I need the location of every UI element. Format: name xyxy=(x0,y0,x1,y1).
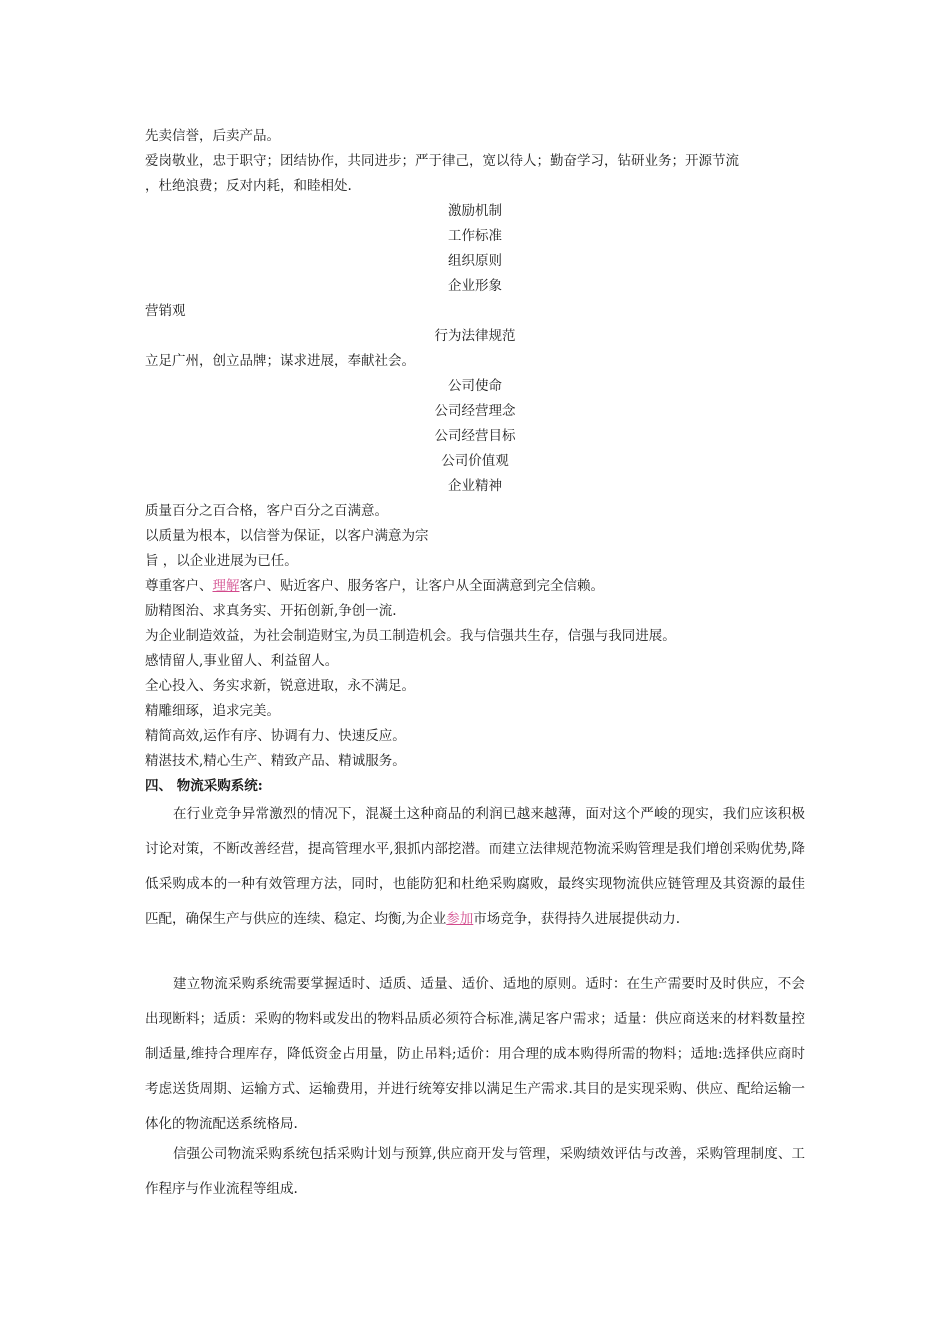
text-line: 质量百分之百合格，客户百分之百满意。 xyxy=(145,503,388,519)
centered-line: 公司价值观 xyxy=(441,453,509,469)
text-segment: 尊重客户、 xyxy=(145,578,213,594)
text-segment: 在行业竞争异常激烈的情况下，混凝土这种商品的利润已越来越薄，面对这个严峻的现实，我们应该积极讨论对策，不断改善经营，提高管理水平,狠抓内部挖潜。而建立法律规范物流采购管理是我们增创采购优势,降低采购成本的一种有效管理方法，同时，也能防犯和杜绝采购腐败，最终实现物流供应链管理及其资源的最佳匹配，确保生产与供应的连续、稳定、均衡,为企业 xyxy=(145,806,805,927)
text-line: 精湛技术,精心生产、精致产品、精诚服务。 xyxy=(145,753,406,769)
centered-line: 组织原则 xyxy=(448,253,502,269)
centered-line: 工作标准 xyxy=(448,228,502,244)
centered-line: 行为法律规范 xyxy=(434,328,516,344)
text-line: 以质量为根本，以信誉为保证，以客户满意为宗 xyxy=(145,528,429,544)
paragraph xyxy=(145,797,805,937)
text-segment: 客户、贴近客户、服务客户，让客户从全面满意到完全信赖。 xyxy=(239,578,604,594)
text-line: 励精图治、求真务实、开拓创新,争创一流. xyxy=(145,603,397,619)
paragraph: 信强公司物流采购系统包括采购计划与预算,供应商开发与管理，采购绩效评估与改善，采购管理制度、工作程序与作业流程等组成. xyxy=(145,1146,805,1197)
text-line: 为企业制造效益，为社会制造财宝,为员工制造机会。我与信强共生存，信强与我同进展。 xyxy=(145,628,676,644)
paragraph: 建立物流采购系统需要掌握适时、适质、适量、适价、适地的原则。适时：在生产需要时及时供应，不会出现断料；适质：采购的物料或发出的物料品质必须符合标准,满足客户需求；适量：供应商送来的材料数量控制适量,维持合理库存，降低资金占用量，防止吊料;适价：用合理的成本购得所需的物料；适地:选择供应商时考虑送货周期、运输方式、运输费用，并进行统筹安排以满足生产需求.其目的是实现采购、供应、配给运输一体化的物流配送系统格局. xyxy=(145,976,805,1132)
text-line: 营销观 xyxy=(145,303,186,319)
text-line xyxy=(145,577,604,595)
centered-line: 企业形象 xyxy=(448,278,502,294)
centered-line: 公司经营目标 xyxy=(434,428,516,444)
text-line: 立足广州，创立品牌；谋求进展，奉献社会。 xyxy=(145,353,415,369)
text-line: 先卖信誉，后卖产品。 xyxy=(145,128,280,144)
text-line: 精简高效,运作有序、协调有力、快速反应。 xyxy=(145,728,406,744)
hyperlink[interactable]: 参加 xyxy=(446,911,474,927)
centered-line: 企业精神 xyxy=(448,478,502,494)
centered-line: 公司经营理念 xyxy=(434,403,516,419)
text-line: 感情留人,事业留人、利益留人。 xyxy=(145,653,339,669)
text-line: 爱岗敬业，忠于职守；团结协作，共同进步；严于律己，宽以待人；勤奋学习，钻研业务；开源节流 xyxy=(145,153,739,169)
text-line: 全心投入、务实求新，锐意进取，永不满足。 xyxy=(145,678,415,694)
text-line: ，杜绝浪费；反对内耗，和睦相处. xyxy=(145,178,352,194)
text-line: 精雕细琢，追求完美。 xyxy=(145,703,280,719)
centered-line: 激励机制 xyxy=(448,203,502,219)
text-line: 旨 ，以企业进展为已任。 xyxy=(145,553,298,569)
section-heading: 四、 物流采购系统: xyxy=(145,778,263,794)
text-segment: 市场竞争，获得持久进展提供动力. xyxy=(473,911,681,927)
centered-line: 公司使命 xyxy=(448,378,502,394)
hyperlink[interactable]: 理解 xyxy=(212,578,240,594)
